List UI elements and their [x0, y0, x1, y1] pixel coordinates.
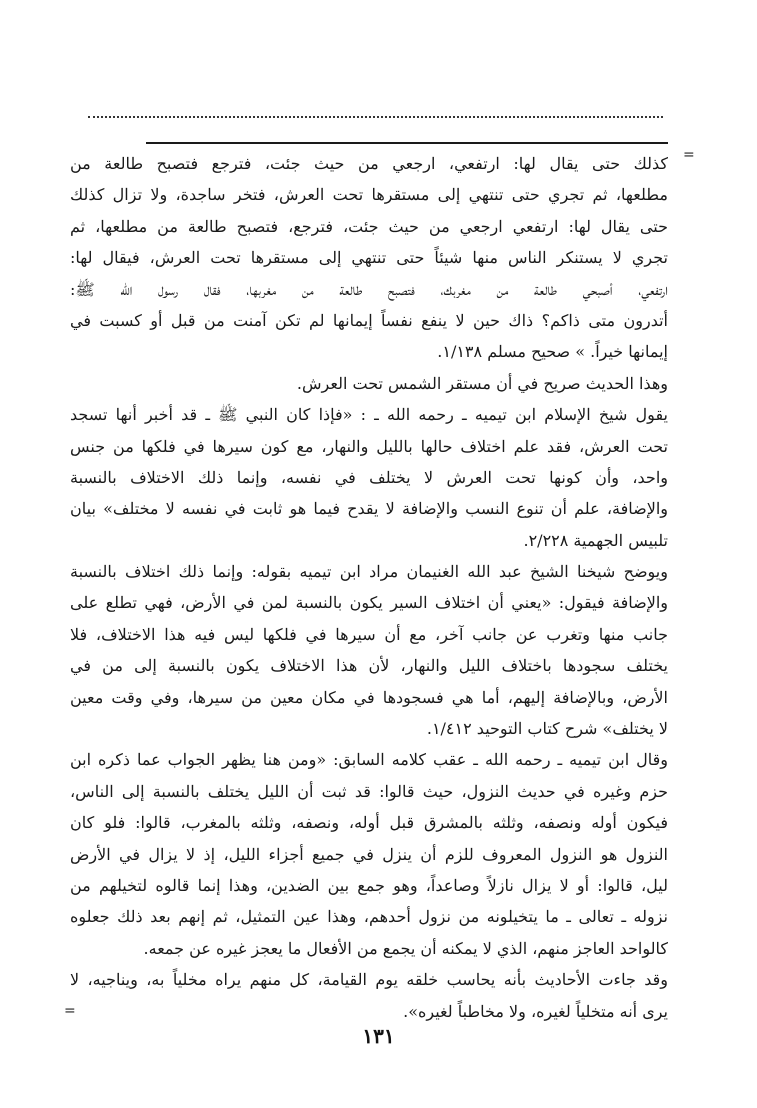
page-number: ١٣١	[362, 1024, 395, 1048]
text-line: تلبيس الجهمية ٢/٢٢٨.	[523, 530, 668, 550]
text-line: إيمانها خيراً. » صحيح مسلم ١/١٣٨.	[437, 342, 668, 362]
margin-mark-top: =	[683, 147, 695, 163]
text-line: كالواحد العاجز منهم، الذي لا يمكنه أن يجمع من الأفعال ما يعجز غيره عن جمعه.	[143, 938, 668, 958]
text-line: حتى يقال لها: ارتفعي ارجعي من حيث جئت، فترجع، فتصبح طالعة من مطلعها، ثم	[70, 216, 668, 236]
text-line: فيكون أوله ونصفه، وثلثه بالمشرق قبل أوله، ونصفه، وثلثه بالمغرب، قالوا: فلو كان	[70, 813, 668, 833]
text-line: مطلعها، ثم تجري حتى تنتهي إلى مستقرها تحت العرش، فتخر ساجدة، ولا تزال كذلك	[70, 185, 668, 205]
text-line: حزم وغيره في حديث النزول، حيث قالوا: قد ثبت أن الليل يختلف بالنسبة إلى الناس،	[70, 781, 668, 801]
text-line: جانب منها وتغرب عن جانب آخر، مع أن سيرها في فلكها ليس فيه هذا الاختلاف، فلا	[70, 624, 668, 644]
margin-mark-bottom: =	[64, 1003, 76, 1019]
text-line: تحت العرش، فقد علم اختلاف حالها بالليل والنهار، مع كون سيرها في فلكها من جنس	[70, 436, 668, 456]
text-line: وقال ابن تيميه ـ رحمه الله ـ عقب كلامه السابق: «ومن هنا يظهر الجواب عما ذكره ابن	[70, 750, 668, 770]
text-line: ليل، قالوا: أو لا يزال نازلاً وصاعداً، وهو جمع بين الضدين، وهذا إنما قالوه لتخيلهم من	[70, 875, 668, 895]
text-line: والإضافة فيقول: «يعني أن اختلاف السير يكون بالنسبة لمن في الأرض، فهي تطلع على	[70, 593, 668, 613]
text-line: ويوضح شيخنا الشيخ عبد الله الغنيمان مراد ابن تيميه بقوله: وإنما ذلك اختلاف بالنسبة	[70, 562, 668, 582]
text-line: ارتفعي، أصبحي طالعة من مغربك، فتصبح طالعة من مغربها، فقال رسول الله ﷺ:	[70, 279, 668, 299]
text-line: لا يختلف» شرح كتاب التوحيد ١/٤١٢.	[426, 719, 668, 739]
text-line: والإضافة، علم أن تنوع النسب والإضافة لا يقدح فيما هو ثابت في نفسه لا مختلف» بيان	[70, 499, 668, 519]
text-line: نزوله ـ تعالى ـ ما يتخيلونه من نزول أحدهم، وهذا عين التمثيل، ثم إنهم بعد ذلك جعلوه	[70, 907, 668, 927]
text-line: واحد، وأن كونها تحت العرش لا يختلف في نفسه، وإنما ذلك الاختلاف بالنسبة	[70, 467, 668, 487]
text-line: الأرض، وبالإضافة إليهم، أما هي فسجودها في مكان معين من سيرها، وفي وقت معين	[70, 687, 668, 707]
dotted-header-rule	[88, 116, 663, 128]
text-line: يقول شيخ الإسلام ابن تيميه ـ رحمه الله ـ : «فإذا كان النبي ﷺ ـ قد أخبر أنها تسجد	[70, 405, 668, 425]
text-line: يرى أنه متخلياً لغيره، ولا مخاطباً لغيره».	[403, 1001, 668, 1021]
text-line: النزول هو النزول المعروف للزم أن ينزل في جميع أجزاء الليل، إذ لا يزال في الأرض	[70, 844, 668, 864]
text-line: وقد جاءت الأحاديث بأنه يحاسب خلقه يوم القيامة، كل منهم يراه مخلياً به، ويناجيه، لا	[70, 970, 668, 990]
text-line: أتدرون متى ذاكم؟ ذاك حين لا ينفع نفساً إيمانها لم تكن آمنت من قبل أو كسبت في	[70, 310, 668, 330]
text-line: تجري لا يستنكر الناس منها شيئاً حتى تنتهي إلى مستقرها تحت العرش، فيقال لها:	[70, 248, 668, 268]
header-rule	[146, 142, 668, 144]
body-text	[70, 148, 668, 1027]
text-line: يختلف سجودها باختلاف الليل والنهار، لأن هذا الاختلاف يكون بالنسبة إلى من في	[70, 656, 668, 676]
text-line: كذلك حتى يقال لها: ارتفعي، ارجعي من حيث جئت، فترجع فتصبح طالعة من	[70, 154, 668, 173]
text-line: وهذا الحديث صريح في أن مستقر الشمس تحت العرش.	[296, 373, 668, 393]
